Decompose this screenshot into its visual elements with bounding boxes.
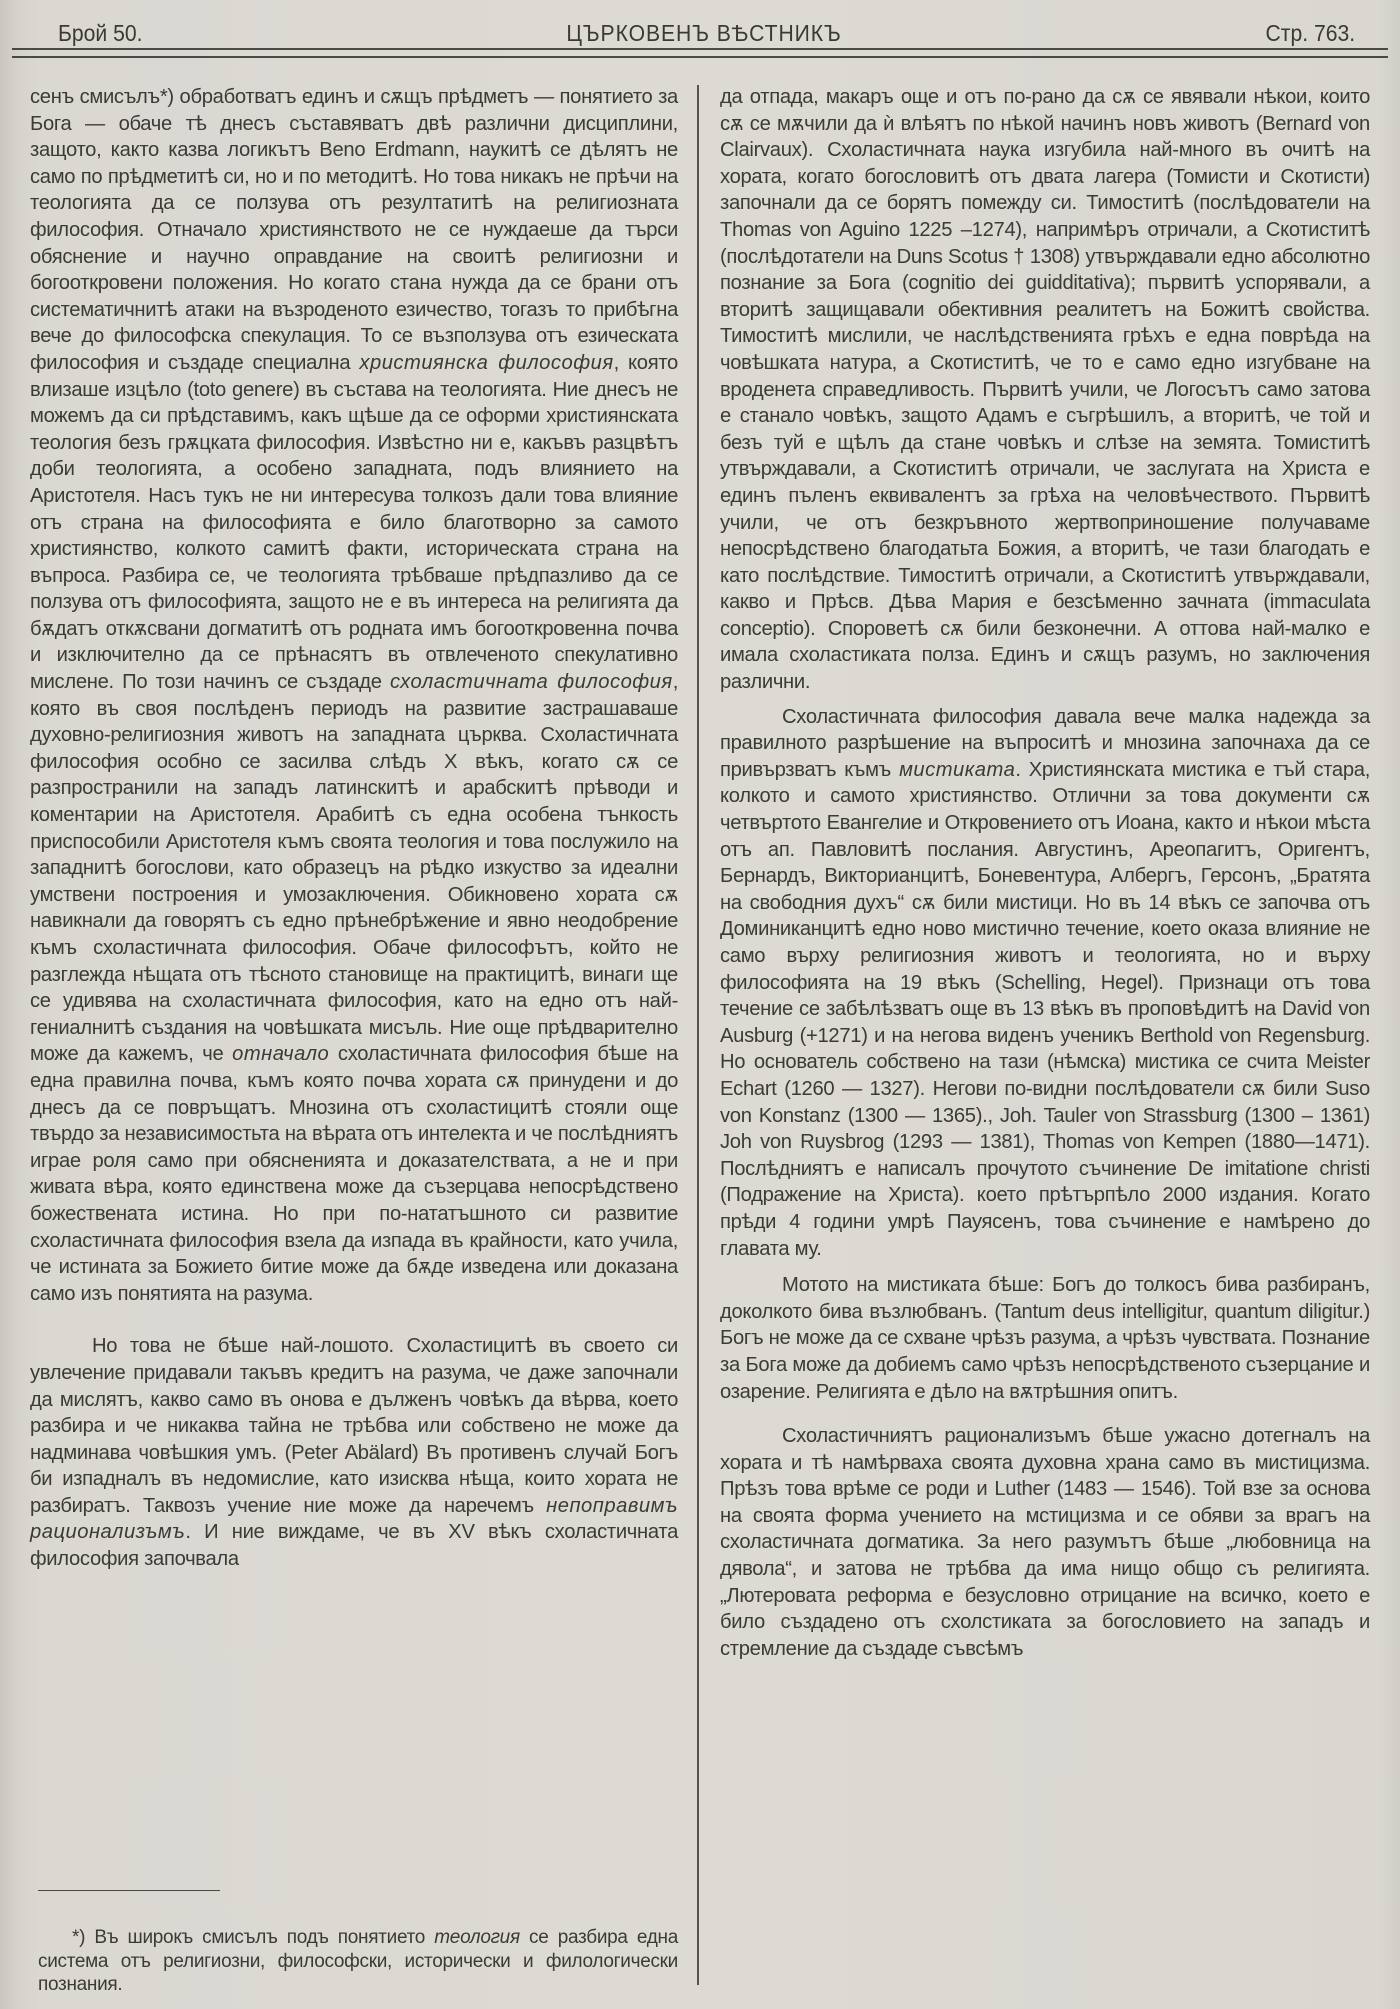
paragraph: Мотото на мистиката бѣше: Богъ до толкосъ бива разбиранъ, доколкото бива възлюбванъ. (Tantum deus intelligitur, quantum diligitur.) Богъ не може да се схване чрѣзъ разума, а чрѣзъ чувствата. Познание за Бога може да добиемъ само чрѣзъ непосрѣдственото съзерцание и озарение. Религията е дѣло на вѫтрѣшния опитъ. bbox=[720, 1274, 1370, 1403]
emphasis: схоластичната философия bbox=[390, 671, 673, 694]
newspaper-title: ЦЪРКОВЕНЪ ВѢСТНИКЪ bbox=[566, 20, 842, 46]
emphasis: отначало bbox=[232, 1043, 330, 1066]
paragraph: Схоластичниятъ рационализъмъ бѣше ужасно дотегналъ на хората и тѣ намѣрваха своята духовна храна само въ мистицизма. Прѣзъ това врѣме се роди и Luther (1483 — 1546). Той взе за основа на своята форма учението на мстицизма и се обяви за врагъ на схоластичната догматика. За него разумътъ бѣше „любовница на дявола“, и затова не трѣбва да има нищо общо съ религията. „Лютеровата реформа е безусловно отрицание на всичко, което е било създадено отъ схолстиката за богословието на западъ и стремление да създаде съвсѣмъ bbox=[720, 1425, 1370, 1660]
footnote: *) Въ широкъ смисълъ подъ понятието теология се разбира една система отъ религиозни, философски, исторически и филологически познания. bbox=[38, 1927, 678, 1995]
paragraph: да отпада, макаръ още и отъ по-рано да сѫ се явявали нѣкои, които сѫ се мѫчили да ѝ влѣятъ по нѣкой начинъ новъ животъ (Bernard von Clairvaux). Схоластичната наука изгубила най-много въ очитѣ на хората, когато богословитѣ отъ двата лагера (Томисти и Скотисти) започнали да се борятъ помежду си. Тимоститѣ (послѣдователи на Thomas von Aguino 1225 –1274), напримѣръ отричали, а Скотиститѣ (послѣдотатели на Duns Scotus † 1308) утвърждавали едно абсолютно познание за Бога (cognitio dei guidditativa); първитѣ успорявали, а вторитѣ защищавали обективния реалитетъ на Божитѣ свойства. Тимоститѣ мислили, че наслѣдственията грѣхъ е една поврѣда на човѣшката натура, а Скотиститѣ, че то е само едно изгубване на вроденета справедливость. Първитѣ учили, че Логосътъ само затова е станало човѣкъ, защото Адамъ е съгрѣшилъ, а вторитѣ, че той и безъ туй е щѣлъ да стане човѣкъ и слѣзе на земята. Томиститѣ утвърждавали, а Скотиститѣ отричали, че заслугата на Христа е единъ пъленъ еквивалентъ за грѣха на человѣчеството. Първитѣ учили, че отъ безкръвното жертвоприношение получаваме непосрѣдствено благодатьта Божия, а вторитѣ, че тази благодать е като послѣдствие. Тимоститѣ отричали, а Скотиститѣ утвърждавали, какво и Прѣсв. Дѣва Мария е безсѣменно зачната (immaculata conceptio). Споровeтѣ сѫ били безконечни. А оттова най-малко е имала схоластиката полза. Единъ и сѫщъ разумъ, но заключения различни. bbox=[720, 86, 1370, 694]
page-number: Стр. 763. bbox=[1265, 20, 1356, 46]
emphasis: християнска философия bbox=[359, 351, 614, 374]
column-divider bbox=[697, 85, 699, 1985]
page-header bbox=[58, 20, 1355, 50]
paragraph: сенъ смисълъ*) обработватъ единъ и сѫщъ прѣдметъ — понятието за Бога — обаче тѣ днесъ съставяватъ двѣ различни дисциплини, защото, както казва логикътъ Beno Erdmann, наукитѣ се дѣлятъ не само по прѣдметитѣ си, но и по методитѣ. Но това никакъ не прѣчи на теологията да се ползува отъ резултатитѣ на религиозната философия. Отначало християнството не се нуждаеше да търси обяснение и научно оправдание на своитѣ религиозни и богооткровени положения. Но когато стана нужда да се брани отъ систематичнитѣ атаки на възроденото езичество, тогазъ то прибѣгна вече до философска спекулация. То се възползува отъ езическата философия и създаде специална християнска философия, която влизаше изцѣло (toto genere) въ състава на теологията. Ние днесъ не можемъ да си прѣдставимъ, какъ щѣше да се оформи християнската теология безъ грѫцката философия. Извѣстно ни е, какъвъ разцвѣтъ доби теологията, а особено западната, подъ влиянието на Аристотеля. Насъ тукъ не ни интересува толкозъ дали това влияние отъ страна на философията е било благотворно за самото християнство, колкото самитѣ факти, историческата страна на въпроса. Разбира се, че теологията трѣбваше прѣдпазливо да се ползува отъ философията, защото не е въ интереса на религията да бѫдатъ откѫсвани догматитѣ отъ родната имъ богооткровенна почва и изключително да се прѣнасятъ въ отвлеченото спекулативно мислене. По този начинъ се създаде схоластичната философия, която въ своя послѣденъ периодъ на развитие застрашаваше духовно-религиозния животъ на западната църква. Схоластичната философия особно се засилва слѣдъ X вѣкъ, когато сѫ се разпространили на западъ латинскитѣ и арабскитѣ прѣводи и коментарии на Аристотеля. Арабитѣ съ една особена тънкость приспособили Аристотеля къмъ своята теология и това послужило на западнитѣ богослови, като образецъ на рѣдко изкуство за идеални умствени построения и умозаключения. Обикновено хората сѫ навикнали да говорятъ съ едно прѣнебрѣжение и явно неодобрение къмъ схоластичната философия. Обаче философътъ, който не разглежда нѣщата отъ тѣсното становище на практицитѣ, винаги ще се удивява на схоластичната философия, като на едно отъ най-гениалнитѣ създания на човѣшката мисъль. Ние още прѣдварително може да кажемъ, че отначало схоластичната философия бѣше на една правилна почва, къмъ която почва хората сѫ принудени и до днесъ да се повръщатъ. Мнозина отъ схоластицитѣ стояли още твърдо за независимостьта на вѣрата отъ интелекта и че послѣдниятъ играе роля само при обясненията и доказателствата, а не и при живата вѣра, която единствена може да съзерцава непосрѣдствено божествената истина. Но при по-нататъшното си развитие схоластичната философия взела да изпада въ крайности, като учила, че истината за Божието битие може да бѫде изведена или доказана само изъ понятията на разума. bbox=[30, 86, 678, 1305]
paragraph: Но това не бѣше най-лошото. Схоластицитѣ въ своето си увлечение придавали такъвъ кредитъ на разума, че даже започнали да мислятъ, какво само въ онова е дълженъ човѣкъ да вѣрва, което разбира и че никаква тайна не трѣбва или собствено не може да надминава човѣшкия умъ. (Peter Abälard) Въ противенъ случай Богъ би изпадналъ въ недомислие, като изисква нѣща, които хората не разбиратъ. Таквозъ учение ние може да наречемъ непоправимъ рационализъмъ. И ние виждаме, че въ XV вѣкъ схоластичната философия започвала bbox=[30, 1335, 678, 1571]
left-column bbox=[30, 84, 678, 1573]
emphasis: мистиката bbox=[899, 758, 1016, 781]
header-double-rule bbox=[12, 48, 1388, 58]
issue-number: Брой 50. bbox=[58, 20, 143, 46]
right-column bbox=[720, 84, 1370, 1662]
emphasis: теология bbox=[434, 1927, 520, 1948]
paragraph: Схоластичната философия давала вече малка надежда за правилното разрѣшение на въпроситѣ и мнозина започнаха да се привързватъ къмъ мистиката. Християнската мистика е тъй стара, колкото и самото християнство. Отлични за това документи сѫ четвъртото Евангелие и Откровението отъ Иоана, както и нѣкои мѣста отъ ап. Павловитѣ послания. Августинъ, Ареопагитъ, Оригентъ, Бернардъ, Викторианцитѣ, Боневентура, Албергъ, Герсонъ, „Братята на свободния духъ“ сѫ били мистици. Но въ 14 вѣкъ се започва отъ Доминиканцитѣ едно ново мистично течение, което оказа влияние не само върху религиозния животъ и теологията, но и върху философията на 19 вѣкъ (Schelling, Hegel). Признаци отъ това течение се забѣлѣзватъ още въ 13 вѣкъ въ проповѣдитѣ на David von Ausburg (+1271) и на негова виденъ ученикъ Berthold von Regensburg. Но основатель собствено на тази (нѣмска) мистика се счита Meister Echart (1260 — 1327). Негови по-видни послѣдователи сѫ били Suso von Konstanz (1300 — 1365)., Joh. Tauler von Strassburg (1300 – 1361) Joh von Ruysbrog (1293 — 1381), Thomas von Kempen (1880—1471). Послѣдниятъ е написалъ прочутото съчинение De imitatione christi (Подражение на Христа). което прѣтърпѣло 2000 издания. Когато прѣди 4 години умрѣ Пауясенъ, това съчинение е намѣрено до главата му. bbox=[720, 705, 1371, 1260]
footnote-rule bbox=[38, 1890, 220, 1891]
emphasis: непоправимъ рационализъмъ bbox=[30, 1494, 678, 1544]
